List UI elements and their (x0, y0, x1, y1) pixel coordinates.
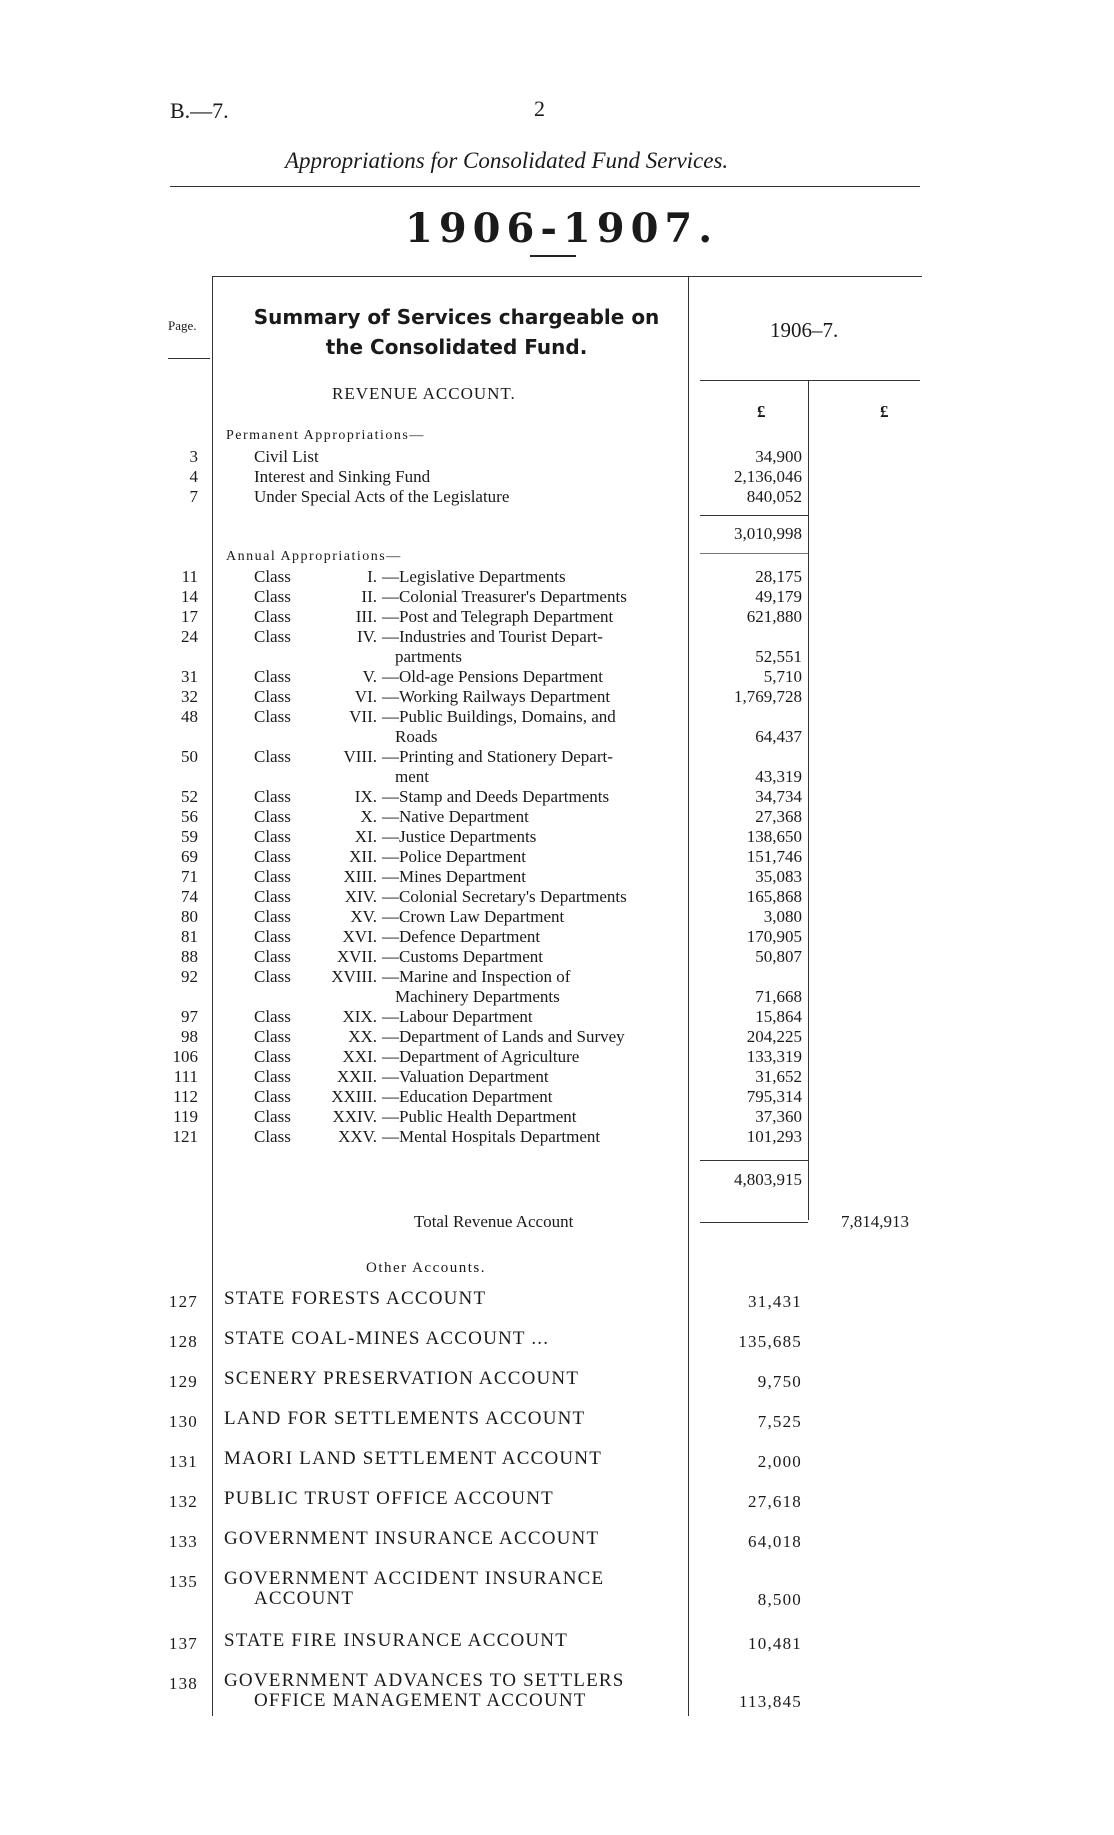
table-row (0, 1107, 1114, 1127)
row-page-number: 128 (168, 1332, 198, 1351)
row-page-number: 121 (172, 1127, 198, 1146)
row-description: —Stamp and Deeds Departments (382, 787, 610, 806)
page-number: 2 (534, 96, 545, 121)
row-class-word: Class (254, 787, 291, 806)
row-class-word: Class (254, 1007, 291, 1026)
table-row (0, 907, 1114, 927)
row-class-number: II. (361, 587, 377, 606)
row-class-word: Class (254, 867, 291, 886)
table-row (0, 847, 1114, 867)
table-row (0, 587, 1114, 607)
row-class-number: XI. (354, 827, 377, 846)
account-amount: 135,685 (738, 1332, 802, 1351)
row-class-word: Class (254, 667, 291, 686)
row-amount: 34,900 (755, 447, 802, 466)
row-label: Under Special Acts of the Legislature (254, 487, 510, 506)
row-description-continued: Roads (395, 727, 438, 746)
header-rule (170, 186, 920, 187)
page-label-rule (168, 358, 210, 359)
table-row (0, 1047, 1114, 1067)
row-amount: 3,080 (763, 907, 802, 926)
account-row (0, 1448, 1114, 1472)
table-row (0, 1127, 1114, 1147)
permanent-appropriations-heading: Permanent Appropriations— (226, 428, 425, 443)
page-subtitle: Appropriations for Consolidated Fund Services. (285, 148, 729, 173)
currency-symbol: £ (757, 402, 766, 421)
row-description-continued: partments (395, 647, 463, 666)
table-row (0, 467, 1114, 487)
row-description: —Defence Department (382, 927, 541, 946)
row-amount: 840,052 (746, 487, 802, 506)
row-class-word: Class (254, 627, 291, 646)
row-amount: 28,175 (755, 567, 802, 586)
row-amount: 621,880 (746, 607, 802, 626)
row-class-number: XIX. (342, 1007, 377, 1026)
row-description: —Public Buildings, Domains, and (382, 707, 616, 726)
document-code: B.—7. (170, 98, 229, 123)
row-class-word: Class (254, 1127, 291, 1146)
row-class-number: XVIII. (331, 967, 377, 986)
row-class-number: XXIII. (331, 1087, 377, 1106)
row-class-number: III. (355, 607, 377, 626)
row-class-word: Class (254, 687, 291, 706)
row-amount: 64,437 (755, 727, 802, 746)
account-amount: 2,000 (757, 1452, 802, 1471)
row-description: —Labour Department (382, 1007, 533, 1026)
row-amount: 50,807 (755, 947, 802, 966)
table-row (0, 827, 1114, 847)
table-row (0, 1007, 1114, 1027)
row-description: —Department of Lands and Survey (382, 1027, 625, 1046)
account-name: PUBLIC TRUST OFFICE ACCOUNT (224, 1488, 554, 1509)
row-class-number: XXV. (338, 1127, 377, 1146)
row-page-number: 111 (173, 1067, 198, 1086)
row-description: —Working Railways Department (382, 687, 611, 706)
row-page-number: 92 (181, 967, 198, 986)
table-row (0, 487, 1114, 507)
row-page-number: 17 (181, 607, 198, 626)
row-description: —Department of Agriculture (382, 1047, 580, 1066)
account-name: GOVERNMENT INSURANCE ACCOUNT (224, 1528, 600, 1549)
row-page-number: 32 (181, 687, 198, 706)
row-class-number: VII. (349, 707, 377, 726)
account-name: MAORI LAND SETTLEMENT ACCOUNT (224, 1448, 603, 1469)
row-page-number: 69 (181, 847, 198, 866)
account-amount: 9,750 (757, 1372, 802, 1391)
row-page-number: 52 (181, 787, 198, 806)
row-description: —Printing and Stationery Depart- (382, 747, 613, 766)
row-page-number: 4 (189, 467, 198, 486)
row-page-number: 24 (181, 627, 198, 646)
row-class-word: Class (254, 947, 291, 966)
subtotal-rule (700, 1222, 808, 1223)
account-row (0, 1328, 1114, 1352)
row-page-number: 135 (168, 1572, 198, 1591)
subtotal-rule (700, 1160, 808, 1161)
row-amount: 1,769,728 (734, 687, 802, 706)
row-class-number: XVI. (342, 927, 377, 946)
row-description: —Mental Hospitals Department (382, 1127, 601, 1146)
account-row (0, 1528, 1114, 1552)
table-row (0, 887, 1114, 907)
account-amount: 7,525 (757, 1412, 802, 1431)
row-description: —Marine and Inspection of (382, 967, 571, 986)
row-amount: 37,360 (755, 1107, 802, 1126)
row-class-number: IV. (357, 627, 377, 646)
account-amount: 113,845 (738, 1692, 802, 1711)
row-amount: 49,179 (755, 587, 802, 606)
table-top-rule (212, 276, 922, 277)
table-row (0, 747, 1114, 786)
row-class-word: Class (254, 707, 291, 726)
row-amount: 52,551 (755, 647, 802, 666)
currency-symbol: £ (880, 402, 889, 421)
row-class-number: V. (362, 667, 377, 686)
row-amount: 31,652 (755, 1067, 802, 1086)
row-label: Interest and Sinking Fund (254, 467, 431, 486)
table-row (0, 787, 1114, 807)
annual-subtotal: 4,803,915 (734, 1170, 802, 1189)
row-page-number: 14 (181, 587, 198, 606)
row-description: —Customs Department (382, 947, 544, 966)
row-page-number: 31 (181, 667, 198, 686)
account-row (0, 1368, 1114, 1392)
account-name: STATE FORESTS ACCOUNT (224, 1288, 487, 1309)
row-class-number: XX. (348, 1027, 377, 1046)
row-page-number: 71 (181, 867, 198, 886)
year-header-rule (700, 380, 920, 381)
permanent-subtotal: 3,010,998 (734, 524, 802, 543)
row-description: —Colonial Secretary's Departments (382, 887, 627, 906)
row-description: —Justice Departments (382, 827, 537, 846)
row-page-number: 106 (172, 1047, 198, 1066)
row-description: —Native Department (382, 807, 529, 826)
row-class-word: Class (254, 907, 291, 926)
row-page-number: 3 (189, 447, 198, 466)
row-page-number: 7 (189, 487, 198, 506)
row-page-number: 59 (181, 827, 198, 846)
row-class-number: X. (360, 807, 377, 826)
row-page-number: 48 (181, 707, 198, 726)
row-amount: 133,319 (746, 1047, 802, 1066)
subtotal-rule (700, 515, 808, 516)
table-row (0, 867, 1114, 887)
row-class-number: IX. (354, 787, 377, 806)
table-row (0, 1067, 1114, 1087)
account-row (0, 1670, 1114, 1711)
row-page-number: 132 (168, 1492, 198, 1511)
account-row (0, 1630, 1114, 1654)
total-revenue-label: Total Revenue Account (414, 1212, 574, 1231)
account-row (0, 1288, 1114, 1312)
account-name: SCENERY PRESERVATION ACCOUNT (224, 1368, 580, 1389)
row-class-word: Class (254, 1107, 291, 1126)
table-row (0, 1087, 1114, 1107)
account-amount: 27,618 (748, 1492, 802, 1511)
row-class-word: Class (254, 567, 291, 586)
table-row (0, 807, 1114, 827)
account-name-continued: OFFICE MANAGEMENT ACCOUNT (254, 1690, 587, 1711)
row-page-number: 119 (173, 1107, 198, 1126)
account-name: STATE COAL-MINES ACCOUNT ... (224, 1328, 550, 1349)
row-page-number: 50 (181, 747, 198, 766)
table-row (0, 947, 1114, 967)
row-class-number: XVII. (336, 947, 377, 966)
row-page-number: 74 (181, 887, 198, 906)
table-row (0, 687, 1114, 707)
row-amount: 34,734 (755, 787, 802, 806)
row-page-number: 127 (168, 1292, 198, 1311)
row-page-number: 88 (181, 947, 198, 966)
row-amount: 165,868 (746, 887, 802, 906)
year-title: 1906-1907. (405, 205, 719, 252)
row-class-word: Class (254, 927, 291, 946)
row-class-word: Class (254, 607, 291, 626)
table-row (0, 927, 1114, 947)
row-description-continued: Machinery Departments (395, 987, 560, 1006)
row-amount: 71,668 (755, 987, 802, 1006)
row-description: —Colonial Treasurer's Departments (382, 587, 627, 606)
account-row (0, 1488, 1114, 1512)
row-description: —Industries and Tourist Depart- (382, 627, 603, 646)
row-class-word: Class (254, 587, 291, 606)
row-amount: 138,650 (746, 827, 802, 846)
row-page-number: 56 (181, 807, 198, 826)
row-description: —Legislative Departments (382, 567, 566, 586)
table-row (0, 447, 1114, 467)
table-row (0, 607, 1114, 627)
row-amount: 5,710 (763, 667, 802, 686)
row-description-continued: ment (395, 767, 429, 786)
row-class-number: XXI. (342, 1047, 377, 1066)
row-class-word: Class (254, 747, 291, 766)
row-page-number: 98 (181, 1027, 198, 1046)
row-amount: 151,746 (746, 847, 802, 866)
row-class-word: Class (254, 967, 291, 986)
row-class-word: Class (254, 1027, 291, 1046)
row-class-number: I. (367, 567, 377, 586)
row-page-number: 138 (168, 1674, 198, 1693)
row-amount: 15,864 (755, 1007, 802, 1026)
row-page-number: 130 (168, 1412, 198, 1431)
row-amount: 204,225 (746, 1027, 802, 1046)
summary-title: Summary of Services chargeable on the Consolidated Fund. (253, 305, 660, 359)
row-amount: 2,136,046 (734, 467, 802, 486)
table-row (0, 667, 1114, 687)
year-underline (530, 255, 576, 257)
revenue-account-title: REVENUE ACCOUNT. (332, 384, 516, 403)
account-amount: 10,481 (748, 1634, 802, 1653)
subtotal-rule (700, 553, 808, 554)
row-class-number: VI. (354, 687, 377, 706)
account-row (0, 1408, 1114, 1432)
other-accounts-title: Other Accounts. (366, 1260, 486, 1276)
row-page-number: 131 (168, 1452, 198, 1471)
row-description: —Mines Department (382, 867, 526, 886)
table-row (0, 1027, 1114, 1047)
account-name: GOVERNMENT ACCIDENT INSURANCE (224, 1568, 605, 1589)
row-description: —Police Department (382, 847, 526, 866)
row-class-number: XXIV. (332, 1107, 377, 1126)
annual-appropriations-heading: Annual Appropriations— (226, 549, 402, 564)
row-amount: 795,314 (746, 1087, 802, 1106)
row-page-number: 129 (168, 1372, 198, 1391)
row-page-number: 11 (181, 567, 198, 586)
total-revenue-amount: 7,814,913 (841, 1212, 909, 1231)
account-name: STATE FIRE INSURANCE ACCOUNT (224, 1630, 569, 1651)
row-class-number: VIII. (343, 747, 377, 766)
row-class-word: Class (254, 827, 291, 846)
row-description: —Public Health Department (382, 1107, 577, 1126)
account-amount: 8,500 (757, 1590, 802, 1609)
account-name: GOVERNMENT ADVANCES TO SETTLERS (224, 1670, 625, 1691)
account-amount: 31,431 (748, 1292, 802, 1311)
row-label: Civil List (254, 447, 319, 466)
table-row (0, 627, 1114, 666)
row-description: —Valuation Department (382, 1067, 549, 1086)
annual-subtotal-row (0, 1170, 1114, 1190)
account-name: LAND FOR SETTLEMENTS ACCOUNT (224, 1408, 586, 1429)
row-page-number: 112 (173, 1087, 198, 1106)
row-page-number: 80 (181, 907, 198, 926)
row-class-word: Class (254, 1067, 291, 1086)
row-page-number: 133 (168, 1532, 198, 1551)
row-description: —Old-age Pensions Department (382, 667, 603, 686)
account-row (0, 1568, 1114, 1609)
row-page-number: 81 (181, 927, 198, 946)
table-row (0, 567, 1114, 587)
row-amount: 43,319 (755, 767, 802, 786)
table-row (0, 707, 1114, 746)
row-class-number: XIII. (343, 867, 377, 886)
row-description: —Crown Law Department (382, 907, 565, 926)
row-class-number: XII. (349, 847, 377, 866)
year-column-label: 1906–7. (770, 318, 839, 342)
table-row (0, 967, 1114, 1006)
page-column-label: Page. (168, 318, 197, 333)
row-amount: 170,905 (746, 927, 802, 946)
row-class-number: XIV. (344, 887, 377, 906)
row-class-word: Class (254, 807, 291, 826)
row-class-number: XV. (350, 907, 377, 926)
account-amount: 64,018 (748, 1532, 802, 1551)
row-class-word: Class (254, 887, 291, 906)
row-description: —Post and Telegraph Department (382, 607, 614, 626)
row-page-number: 97 (181, 1007, 198, 1026)
account-name-continued: ACCOUNT (254, 1588, 355, 1609)
row-amount: 101,293 (746, 1127, 802, 1146)
row-amount: 35,083 (755, 867, 802, 886)
row-class-word: Class (254, 1047, 291, 1066)
row-class-number: XXII. (336, 1067, 377, 1086)
row-amount: 27,368 (755, 807, 802, 826)
row-description: —Education Department (382, 1087, 553, 1106)
permanent-subtotal-row (0, 524, 1114, 544)
row-class-word: Class (254, 1087, 291, 1106)
row-page-number: 137 (168, 1634, 198, 1653)
row-class-word: Class (254, 847, 291, 866)
